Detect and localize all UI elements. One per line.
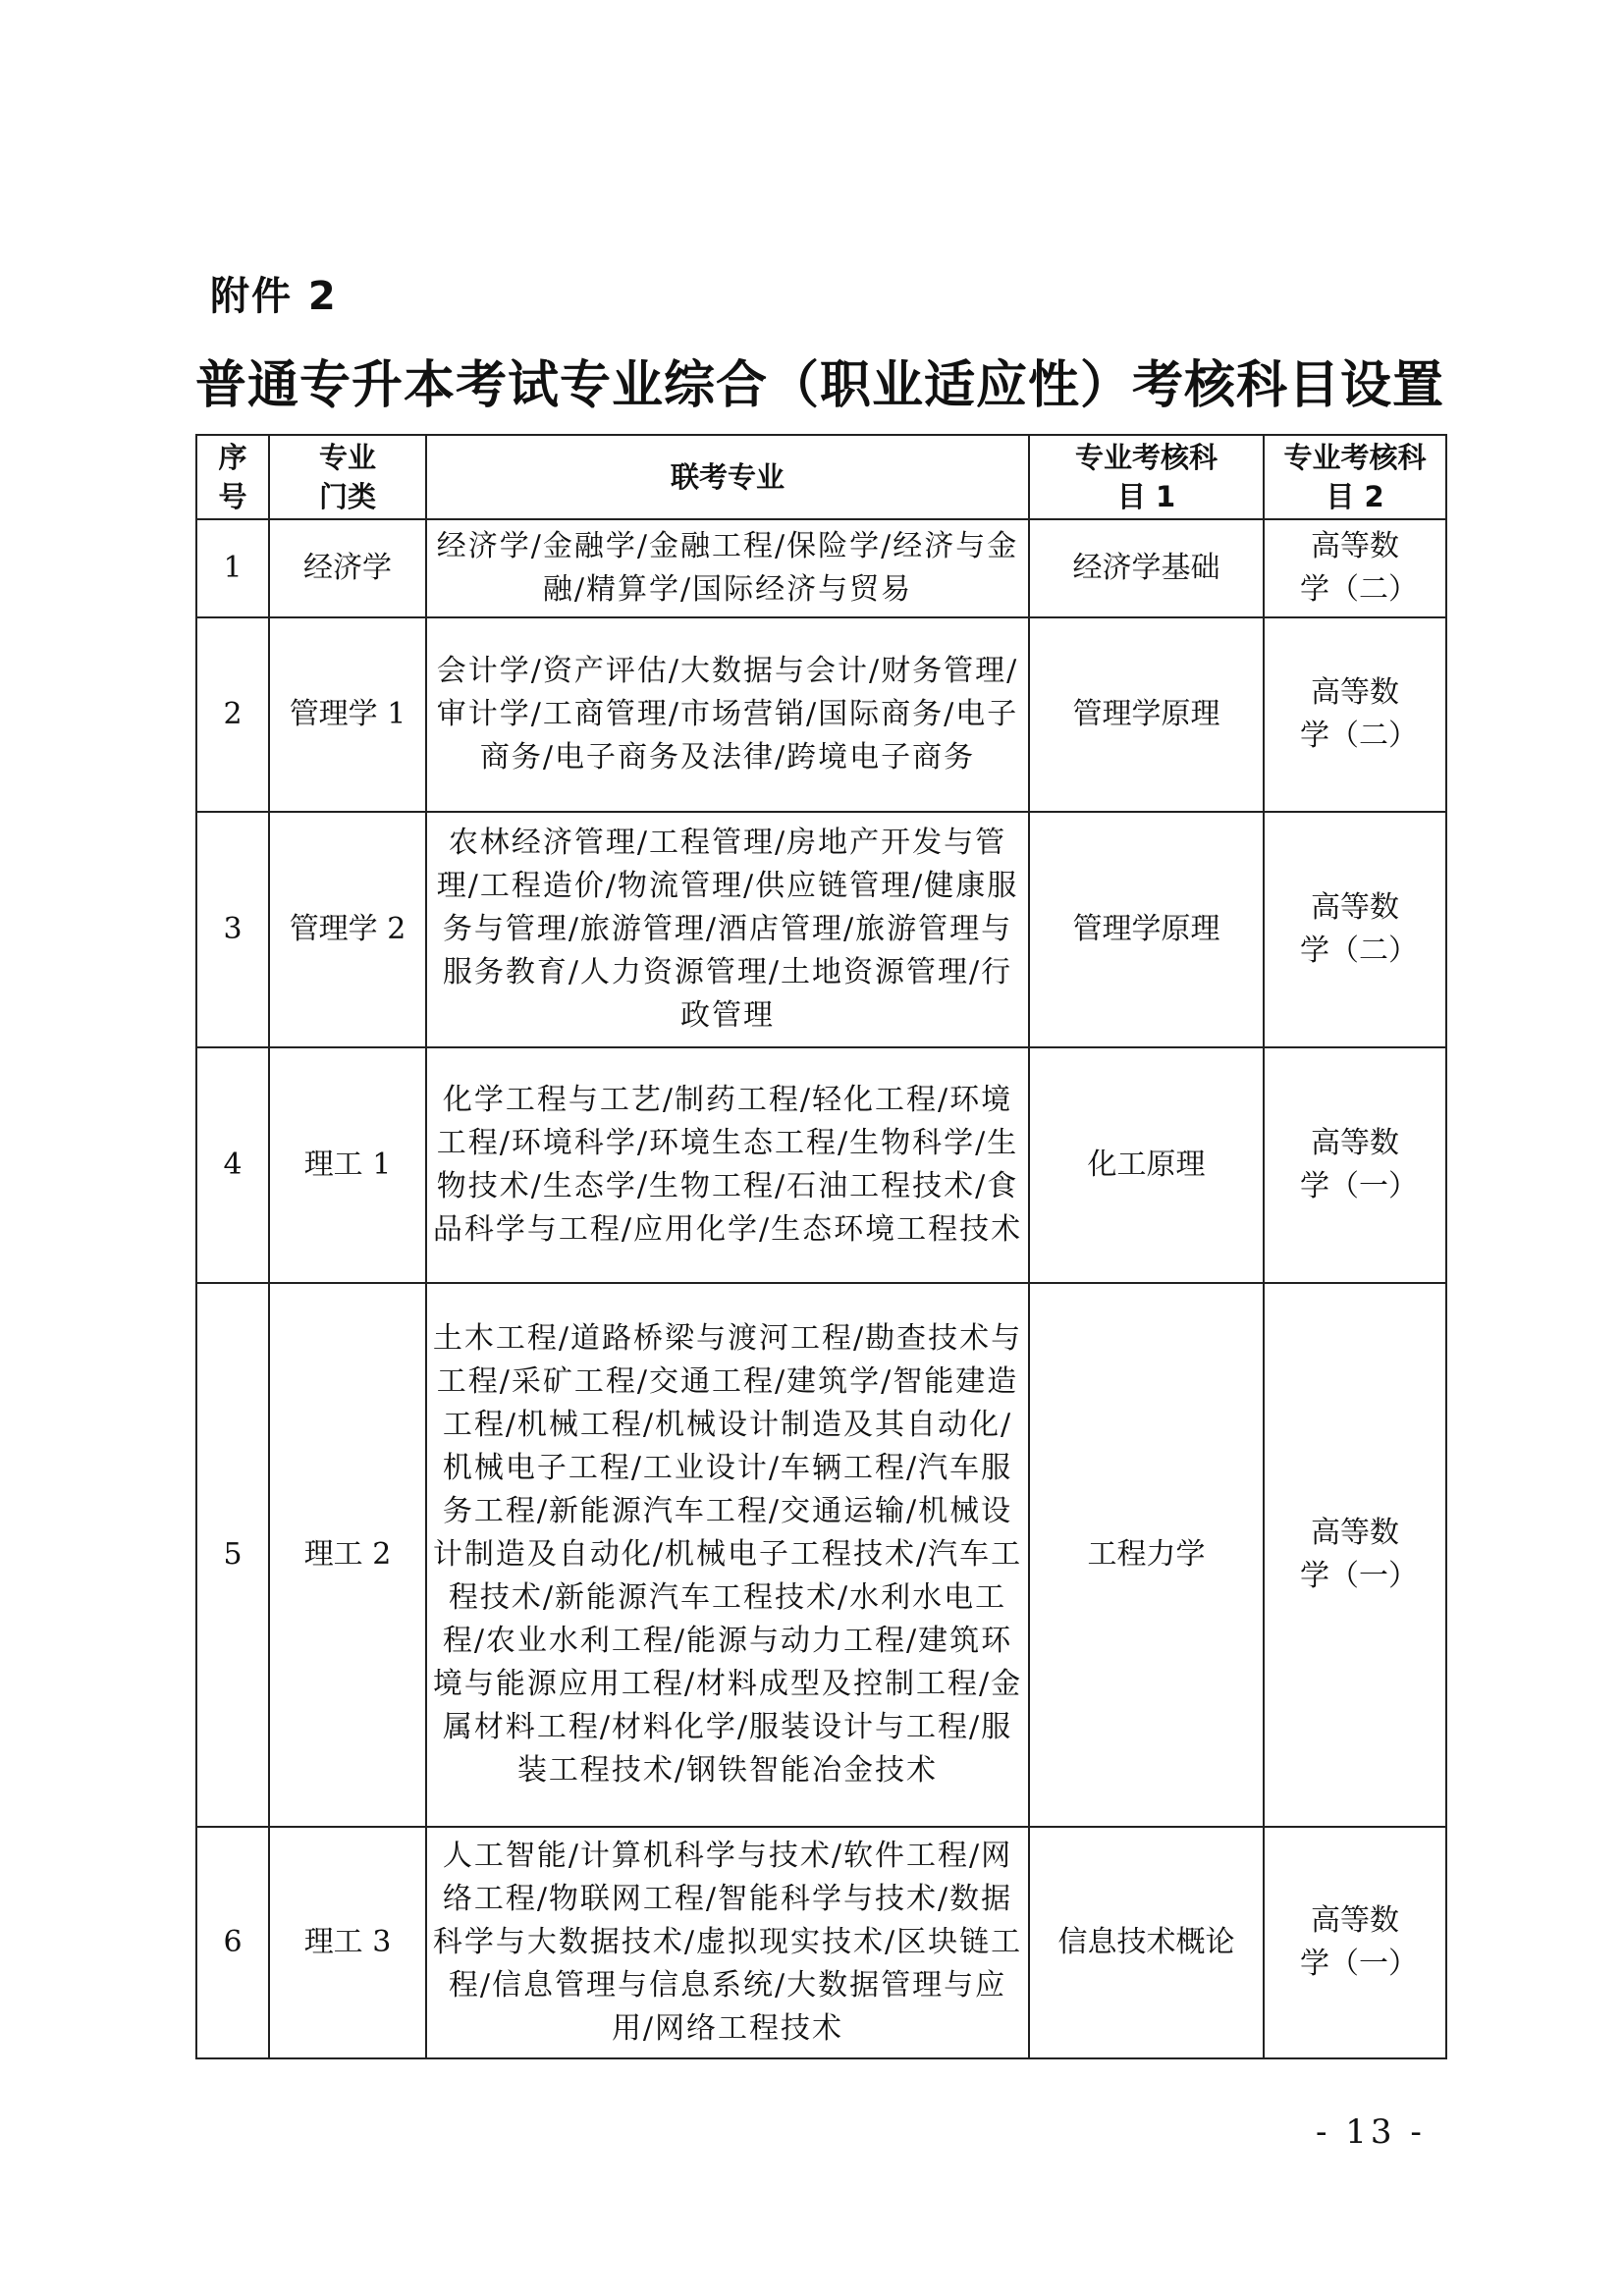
row-subject1: 经济学基础	[1029, 519, 1264, 617]
table-header-row	[196, 435, 1446, 519]
row-majors: 经济学/金融学/金融工程/保险学/经济与金融/精算学/国际经济与贸易	[426, 519, 1029, 617]
row-no: 1	[196, 519, 269, 617]
row-subject1: 管理学原理	[1029, 812, 1264, 1047]
attachment-label: 附件 2	[210, 274, 338, 319]
row-category: 管理学 1	[269, 617, 426, 812]
row-subject2: 高等数学（一）	[1264, 1047, 1446, 1283]
row-category: 理工 2	[269, 1283, 426, 1827]
page-number: - 13 -	[1316, 2112, 1426, 2152]
row-no: 4	[196, 1047, 269, 1283]
row-subject2: 高等数学（二）	[1264, 617, 1446, 812]
header-no: 序号	[196, 435, 269, 519]
header-subject1: 专业考核科目 1	[1029, 435, 1264, 519]
row-category: 理工 1	[269, 1047, 426, 1283]
row-majors: 会计学/资产评估/大数据与会计/财务管理/审计学/工商管理/市场营销/国际商务/电子商务/电子商务及法律/跨境电子商务	[426, 617, 1029, 812]
subjects-table	[195, 434, 1447, 2059]
row-subject2: 高等数学（一）	[1264, 1283, 1446, 1827]
row-subject2: 高等数学（二）	[1264, 812, 1446, 1047]
row-subject1: 化工原理	[1029, 1047, 1264, 1283]
row-category: 管理学 2	[269, 812, 426, 1047]
row-no: 6	[196, 1827, 269, 2058]
table-row	[196, 1283, 1446, 1827]
table-row	[196, 1827, 1446, 2058]
row-no: 5	[196, 1283, 269, 1827]
row-majors: 化学工程与工艺/制药工程/轻化工程/环境工程/环境科学/环境生态工程/生物科学/生物技术/生态学/生物工程/石油工程技术/食品科学与工程/应用化学/生态环境工程技术	[426, 1047, 1029, 1283]
row-no: 3	[196, 812, 269, 1047]
row-majors: 农林经济管理/工程管理/房地产开发与管理/工程造价/物流管理/供应链管理/健康服务与管理/旅游管理/酒店管理/旅游管理与服务教育/人力资源管理/土地资源管理/行政管理	[426, 812, 1029, 1047]
row-category: 理工 3	[269, 1827, 426, 2058]
row-no: 2	[196, 617, 269, 812]
row-majors: 人工智能/计算机科学与技术/软件工程/网络工程/物联网工程/智能科学与技术/数据科学与大数据技术/虚拟现实技术/区块链工程/信息管理与信息系统/大数据管理与应用/网络工程技术	[426, 1827, 1029, 2058]
row-subject1: 信息技术概论	[1029, 1827, 1264, 2058]
row-subject1: 工程力学	[1029, 1283, 1264, 1827]
header-majors: 联考专业	[426, 435, 1029, 519]
table-row	[196, 519, 1446, 617]
table-row	[196, 617, 1446, 812]
row-subject1: 管理学原理	[1029, 617, 1264, 812]
page-title: 普通专升本考试专业综合（职业适应性）考核科目设置	[195, 355, 1445, 415]
row-category: 经济学	[269, 519, 426, 617]
row-subject2: 高等数学（一）	[1264, 1827, 1446, 2058]
header-subject2: 专业考核科目 2	[1264, 435, 1446, 519]
table-row	[196, 1047, 1446, 1283]
row-subject2: 高等数学（二）	[1264, 519, 1446, 617]
table-row	[196, 812, 1446, 1047]
header-category: 专业门类	[269, 435, 426, 519]
row-majors: 土木工程/道路桥梁与渡河工程/勘查技术与工程/采矿工程/交通工程/建筑学/智能建造工程/机械工程/机械设计制造及其自动化/机械电子工程/工业设计/车辆工程/汽车服务工程/新能源汽车工程/交通运输/机械设计制造及自动化/机械电子工程技术/汽车工程技术/新能源汽车工程技术/水利水电工程/农业水利工程/能源与动力工程/建筑环境与能源应用工程/材料成型及控制工程/金属材料工程/材料化学/服装设计与工程/服装工程技术/钢铁智能冶金技术	[426, 1283, 1029, 1827]
